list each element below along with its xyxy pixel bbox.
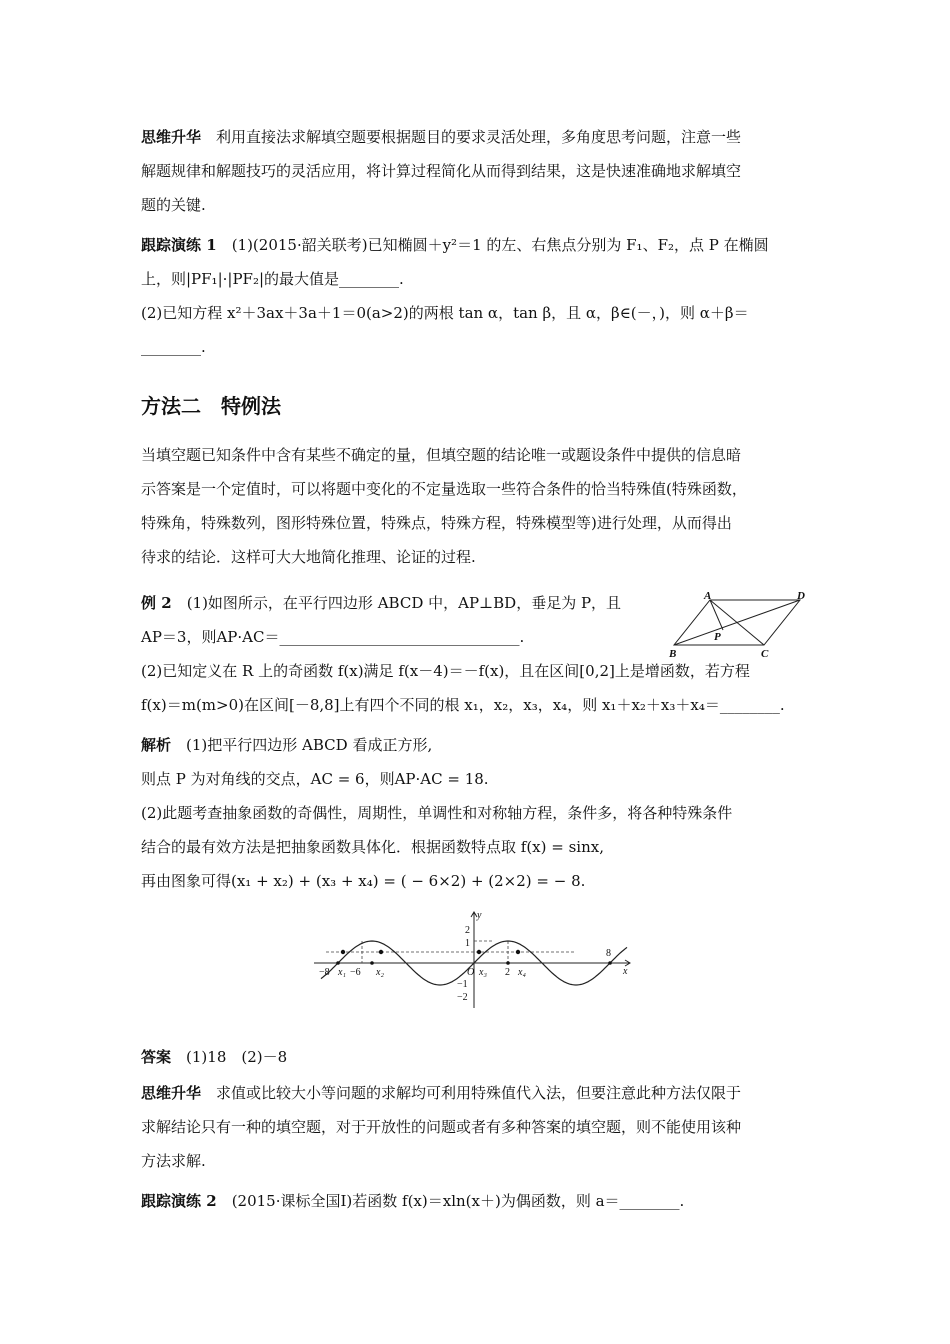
solution-label: 解析: [141, 736, 172, 754]
insight-label: 思维升华: [141, 1084, 202, 1102]
method-intro: [141, 438, 813, 574]
section-heading: 方法二 特例法: [141, 394, 281, 418]
x-label-x3: x₃: [479, 967, 487, 978]
insight-line: 方法求解.: [141, 1152, 206, 1170]
x-label-neg8: −8: [319, 967, 330, 978]
point-x1: [341, 950, 345, 954]
practice-line: (1)(2015·韶关联考)已知椭圆＋y²＝1 的左、右焦点分别为 F₁、F₂，点 P 在椭圆: [231, 236, 769, 254]
segment-ap: [710, 600, 723, 630]
solution-line: 结合的最有效方法是把抽象函数具体化．根据函数特点取 f(x) = sinx,: [141, 838, 604, 856]
practice-label: 跟踪演练 2: [141, 1192, 217, 1210]
x-label-2: 2: [505, 967, 510, 978]
y-axis-label: y: [477, 910, 482, 921]
answer-label: 答案: [141, 1048, 172, 1066]
x-label-origin: O: [467, 967, 475, 978]
label-b: B: [669, 648, 677, 660]
insight-block-1: [141, 120, 813, 222]
point-2: [506, 961, 510, 965]
x-axis-label: x: [623, 966, 628, 977]
x-label-neg6: −6: [350, 967, 361, 978]
insight-line: 求解结论只有一种的填空题，对于开放性的问题或者有多种答案的填空题，则不能使用该种: [141, 1118, 742, 1136]
practice-line: 上，则|PF₁|·|PF₂|的最大值是________.: [141, 270, 404, 288]
point-x2: [379, 950, 383, 954]
example-line: (1)如图所示，在平行四边形 ABCD 中，AP⊥BD，垂足为 P，且: [186, 594, 622, 612]
point-neg6: [370, 961, 374, 965]
insight-line: 解题规律和解题技巧的灵活应用，将计算过程简化从而得到结果，这是快速准确地求解填空: [141, 162, 742, 180]
insight-block-2: [141, 1076, 813, 1178]
point-x4: [516, 950, 520, 954]
label-c: C: [761, 648, 769, 660]
y-tick-1: 1: [465, 938, 470, 949]
intro-line: 特殊角，特殊数列，图形特殊位置，特殊点，特殊方程，特殊模型等)进行处理，从而得出: [141, 514, 732, 532]
intro-line: 示答案是一个定值时，可以将题中变化的不定量选取一些符合条件的恰当特殊值(特殊函数，: [141, 480, 747, 498]
solution-line: (2)此题考查抽象函数的奇偶性，周期性，单调性和对称轴方程，条件多，将各种特殊条件: [141, 804, 733, 822]
parallelogram-diagram: [668, 590, 818, 660]
answer-text: (1)18 (2)－8: [186, 1048, 288, 1066]
example-line: AP＝3，则AP·AC＝________________________________.: [141, 628, 525, 646]
insight-label: 思维升华: [141, 128, 202, 146]
intro-line: 当填空题已知条件中含有某些不确定的量，但填空题的结论唯一或题设条件中提供的信息暗: [141, 446, 742, 464]
x-label-x2: x₂: [376, 967, 384, 978]
x-label-x4: x₄: [518, 967, 526, 978]
y-tick-neg1: −1: [457, 979, 468, 990]
example-label: 例 2: [141, 594, 172, 612]
point-x3: [477, 950, 481, 954]
solution-line: (1)把平行四边形 ABCD 看成正方形,: [186, 736, 433, 754]
label-d: D: [797, 590, 805, 602]
practice-line: (2015·课标全国Ⅰ)若函数 f(x)＝xln(x＋)为偶函数，则 a＝________.: [231, 1192, 685, 1210]
insight-line: 题的关键.: [141, 196, 206, 214]
solution-line: 再由图象可得(x₁ + x₂) + (x₃ + x₄) = ( − 6×2) + (2×2) = − 8.: [141, 872, 586, 890]
example-line: f(x)＝m(m>0)在区间[－8,8]上有四个不同的根 x₁，x₂，x₃，x₄，则 x₁＋x₂＋x₃＋x₄＝________.: [141, 696, 785, 714]
x-label-x1: x₁: [338, 967, 346, 978]
example-line: (2)已知定义在 R 上的奇函数 f(x)满足 f(x－4)＝－f(x)，且在区间[0,2]上是增函数，若方程: [141, 662, 750, 680]
answer-block: [141, 1040, 813, 1074]
y-tick-neg2: −2: [457, 992, 468, 1003]
intro-line: 待求的结论．这样可大大地简化推理、论证的过程.: [141, 548, 476, 566]
y-tick-2: 2: [465, 925, 470, 936]
label-p: P: [714, 631, 721, 643]
x-label-8: 8: [606, 948, 611, 959]
insight-line: 利用直接法求解填空题要根据题目的要求灵活处理，多角度思考问题，注意一些: [216, 128, 742, 146]
insight-line: 求值或比较大小等问题的求解均可利用特殊值代入法，但要注意此种方法仅限于: [216, 1084, 742, 1102]
solution-line: 则点 P 为对角线的交点，AC = 6，则AP·AC = 18.: [141, 770, 489, 788]
practice-line: (2)已知方程 x²＋3ax＋3a＋1＝0(a>2)的两根 tan α，tan β，且 α，β∈(－，)，则 α＋β＝: [141, 304, 749, 322]
practice-line: ________.: [141, 338, 206, 356]
point-8: [608, 961, 612, 965]
practice-block-1: [141, 228, 813, 364]
solution-block: [141, 728, 813, 898]
label-a: A: [704, 590, 712, 602]
point-neg8: [336, 961, 340, 965]
practice-block-2: [141, 1184, 813, 1218]
practice-label: 跟踪演练 1: [141, 236, 217, 254]
sine-graph: [314, 908, 634, 1010]
